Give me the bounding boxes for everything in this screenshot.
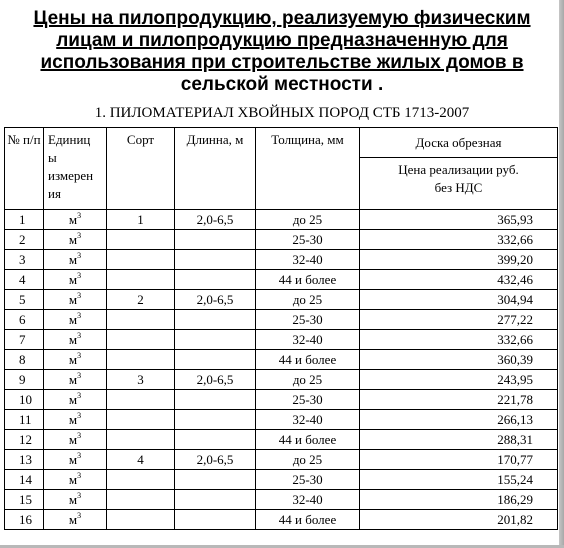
table-row: [5, 370, 558, 390]
row-thickness-cell: 25-30: [256, 310, 360, 330]
row-price-cell: 277,22: [360, 310, 558, 330]
row-unit-cell: $м^3$: [44, 450, 107, 470]
row-thickness-cell: 32-40: [256, 330, 360, 350]
table-row: [5, 270, 558, 290]
row-grade-cell: [107, 310, 175, 330]
row-price-cell: 360,39: [360, 350, 558, 370]
row-length-cell: [175, 250, 256, 270]
heading-line-2: лицам и пилопродукцию предназначенную для: [56, 30, 508, 51]
price-table: [4, 127, 558, 530]
row-length-cell: 2,0-6,5: [175, 450, 256, 470]
row-price-cell: 365,93: [360, 210, 558, 230]
row-length-cell: [175, 270, 256, 290]
row-grade-cell: 4: [107, 450, 175, 470]
row-length-cell: [175, 510, 256, 530]
table-body: [5, 210, 558, 530]
row-num-cell: 13: [5, 450, 44, 470]
row-unit-cell: $м^3$: [44, 350, 107, 370]
row-num-cell: 16: [5, 510, 44, 530]
row-unit-cell: $м^3$: [44, 370, 107, 390]
document-heading: [0, 8, 564, 96]
row-unit-cell: $м^3$: [44, 430, 107, 450]
row-price-cell: 432,46: [360, 270, 558, 290]
row-thickness-cell: 44 и более: [256, 510, 360, 530]
row-price-cell: 399,20: [360, 250, 558, 270]
row-grade-cell: [107, 230, 175, 250]
row-thickness-cell: 44 и более: [256, 270, 360, 290]
row-num-cell: 10: [5, 390, 44, 410]
heading-line-1: Цены на пилопродукцию, реализуемую физическим: [33, 8, 531, 29]
row-unit-cell: $м^3$: [44, 470, 107, 490]
row-num-cell: 12: [5, 430, 44, 450]
row-thickness-cell: 25-30: [256, 390, 360, 410]
header-length: Длинна, м: [175, 128, 256, 210]
header-grade: Сорт: [107, 128, 175, 210]
row-num-cell: 6: [5, 310, 44, 330]
header-row: [5, 128, 558, 158]
row-unit-cell: $м^3$: [44, 510, 107, 530]
row-length-cell: 2,0-6,5: [175, 370, 256, 390]
row-num-cell: 1: [5, 210, 44, 230]
row-num-cell: 9: [5, 370, 44, 390]
row-unit-cell: $м^3$: [44, 310, 107, 330]
table-row: [5, 490, 558, 510]
table-row: [5, 350, 558, 370]
row-thickness-cell: до 25: [256, 290, 360, 310]
row-thickness-cell: до 25: [256, 210, 360, 230]
table-row: [5, 250, 558, 270]
row-length-cell: 2,0-6,5: [175, 210, 256, 230]
row-num-cell: 3: [5, 250, 44, 270]
heading-line-4: сельской местности .: [180, 74, 384, 95]
row-unit-cell: $м^3$: [44, 390, 107, 410]
header-price: Цена реализации руб. без НДС: [360, 158, 558, 210]
row-unit-cell: $м^3$: [44, 210, 107, 230]
row-price-cell: 221,78: [360, 390, 558, 410]
row-length-cell: [175, 330, 256, 350]
row-thickness-cell: 32-40: [256, 250, 360, 270]
row-grade-cell: 2: [107, 290, 175, 310]
row-length-cell: [175, 490, 256, 510]
row-length-cell: [175, 310, 256, 330]
table-row: [5, 410, 558, 430]
table-row: [5, 230, 558, 250]
row-grade-cell: [107, 490, 175, 510]
row-length-cell: 2,0-6,5: [175, 290, 256, 310]
row-thickness-cell: 44 и более: [256, 350, 360, 370]
table-row: [5, 470, 558, 490]
row-length-cell: [175, 350, 256, 370]
row-grade-cell: [107, 430, 175, 450]
row-grade-cell: [107, 270, 175, 290]
row-num-cell: 15: [5, 490, 44, 510]
table-row: [5, 510, 558, 530]
row-grade-cell: [107, 410, 175, 430]
row-length-cell: [175, 410, 256, 430]
row-grade-cell: [107, 510, 175, 530]
row-thickness-cell: 32-40: [256, 410, 360, 430]
row-unit-cell: $м^3$: [44, 230, 107, 250]
row-unit-cell: $м^3$: [44, 250, 107, 270]
row-price-cell: 332,66: [360, 330, 558, 350]
row-num-cell: 14: [5, 470, 44, 490]
row-grade-cell: 1: [107, 210, 175, 230]
table-row: [5, 430, 558, 450]
row-thickness-cell: 25-30: [256, 470, 360, 490]
row-grade-cell: [107, 470, 175, 490]
row-price-cell: 332,66: [360, 230, 558, 250]
heading-line-3: использования при строительстве жилых домов в: [40, 52, 524, 73]
row-thickness-cell: 44 и более: [256, 430, 360, 450]
row-length-cell: [175, 230, 256, 250]
row-price-cell: 304,94: [360, 290, 558, 310]
row-length-cell: [175, 390, 256, 410]
row-price-cell: 243,95: [360, 370, 558, 390]
row-thickness-cell: до 25: [256, 370, 360, 390]
row-price-cell: 201,82: [360, 510, 558, 530]
table-row: [5, 310, 558, 330]
row-grade-cell: [107, 330, 175, 350]
table-row: [5, 210, 558, 230]
table-row: [5, 330, 558, 350]
row-price-cell: 186,29: [360, 490, 558, 510]
row-num-cell: 5: [5, 290, 44, 310]
row-grade-cell: [107, 250, 175, 270]
section-subtitle: 1. ПИЛОМАТЕРИАЛ ХВОЙНЫХ ПОРОД СТБ 1713-2007: [94, 105, 470, 121]
row-unit-cell: $м^3$: [44, 290, 107, 310]
row-unit-cell: $м^3$: [44, 270, 107, 290]
row-length-cell: [175, 430, 256, 450]
row-unit-cell: $м^3$: [44, 490, 107, 510]
row-thickness-cell: 32-40: [256, 490, 360, 510]
header-unit: Единиц ы измерен ия: [44, 128, 107, 210]
row-grade-cell: 3: [107, 370, 175, 390]
row-price-cell: 155,24: [360, 470, 558, 490]
row-thickness-cell: 25-30: [256, 230, 360, 250]
row-price-cell: 170,77: [360, 450, 558, 470]
table-row: [5, 450, 558, 470]
table-row: [5, 390, 558, 410]
row-num-cell: 2: [5, 230, 44, 250]
row-num-cell: 8: [5, 350, 44, 370]
row-thickness-cell: до 25: [256, 450, 360, 470]
row-length-cell: [175, 470, 256, 490]
row-unit-cell: $м^3$: [44, 410, 107, 430]
row-grade-cell: [107, 390, 175, 410]
header-thickness: Толщина, мм: [256, 128, 360, 210]
header-board: Доска обрезная: [360, 128, 558, 158]
row-num-cell: 4: [5, 270, 44, 290]
row-num-cell: 11: [5, 410, 44, 430]
row-num-cell: 7: [5, 330, 44, 350]
row-unit-cell: $м^3$: [44, 330, 107, 350]
header-num: № п/п: [5, 128, 44, 210]
row-price-cell: 288,31: [360, 430, 558, 450]
row-grade-cell: [107, 350, 175, 370]
table-row: [5, 290, 558, 310]
window-edge: [559, 0, 564, 548]
row-price-cell: 266,13: [360, 410, 558, 430]
